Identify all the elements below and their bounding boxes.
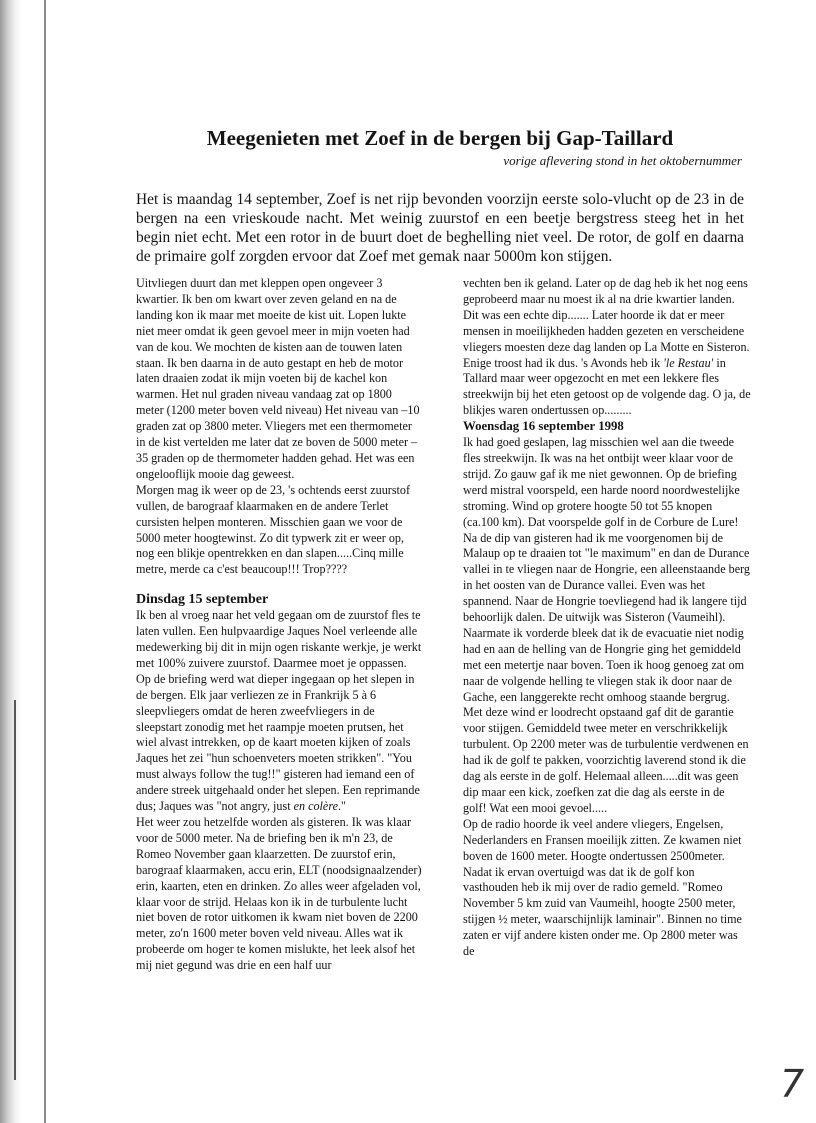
section-heading-woensdag: Woensdag 16 september 1998 (463, 419, 624, 434)
article-intro: Het is maandag 14 september, Zoef is net rijp bevonden voorzijn eerste solo-vlucht op de 23 in de bergen na een vrieskoude nacht. Met weinig zuurstof en een beetje bergstress steeg het in het begin niet echt. Met een rotor in de buurt doet de beghelling niet veel. De rotor, de golf en daarna de primaire golf zorgden ervoor dat Zoef met gemak naar 5000m kon stijgen. (136, 191, 744, 265)
column-left (136, 276, 422, 974)
right-paragraph-1-italic: 'le Restau' (663, 355, 714, 370)
article-subtitle: vorige aflevering stond in het oktobernummer (503, 153, 742, 168)
left-paragraph-4: Het weer zou hetzelfde worden als gisteren. Ik was klaar voor de 5000 meter. Na de briefing ben ik m'n 23, de Romeo November gaan klaarzetten. De zuurstof erin, barograaf klaarmaken, accu erin, ELT (noodsignaalzender) erin, kaarten, eten en drinken. Zo alles weer afgeladen vol, klaar voor de strijd. Helaas kon ik in de turbulente lucht niet boven de rotor uitkomen ik kwam niet boven de 2200 meter, zo'n 1600 meter boven veld niveau. Alles wat ik probeerde om hoger te komen mislukte, het leek alsof het mij niet gegund was drie en een half uur (136, 815, 422, 973)
right-paragraph-1-text-b: in Tallard maar weer opgezocht en met een lekkere fles streekwijn bij het eten getoost op de volgende dag. O ja, de blikjes waren ondertussen op......... (463, 355, 751, 418)
right-paragraph-3: Na de dip van gisteren had ik me voorgenomen bij de Malaup op te draaien tot "le maximum" en dan de Durance vallei in te vliegen naar de Hongrie, een alleenstaande berg in het oosten van de Durance vallei. Even was het spannend. Naar de Hongrie toevliegend had ik langere tijd behoorlijk dalen. De uitwijk was Sisteron (Vaumeihl). (463, 530, 750, 625)
left-paragraph-2: Morgen mag ik weer op de 23, 's ochtends eerst zuurstof vullen, de barograaf klaarmaken en de andere Terlet cursisten helpen monteren. Misschien gaan we voor de 5000 meter hoogtewinst. Zo dit typwerk zit er weer op, nog een blikje opentrekken en dan slapen.....Cinq mille metre, merde ca c'est beaucoup!!! Trop???? (136, 482, 411, 577)
right-paragraph-1-text-a: vechten ben ik geland. Later op de dag heb ik het nog eens geprobeerd maar nu moest ik al na drie kwartier landen. Dit was een echte dip....... Later hoorde ik dat er meer mensen in moeilijkheden hadden gezeten en verscheidene vliegers moesten deze dag landen op La Motte en Sisteron. Enige troost had ik dus. 's Avonds heb ik (463, 276, 750, 370)
section-heading-dinsdag: Dinsdag 15 september (136, 592, 269, 608)
right-paragraph-1 (463, 276, 751, 419)
right-paragraph-2: Ik had goed geslapen, lag misschien wel aan die tweede fles streekwijn. Ik was na het ontbijt weer klaar voor de strijd. Zo gauw gaf ik me niet gewonnen. Op de briefing werd mistral voorspeld, een harde noord noordwestelijke stroming. Wind op grotere hoogte 50 tot 55 knopen (ca.100 km). Dat voorspelde golf in de Corbure de Lure! (463, 435, 740, 529)
right-paragraph-5: Op de radio hoorde ik veel andere vliegers, Engelsen, Nederlanders en Fransen moeilijk zitten. Ze kwamen niet boven de 1600 meter. Hoogte ondertussen 2500meter. Nadat ik ervan overtuigd was dat ik de golf kon vasthouden heb ik mij over de radio gemeld. "Romeo November 5 km zuid van Vaumeihl, hoogte 2500 meter, stijgen ½ meter, waarschijnlijk laminair". Binnen no time zaten er vijf andere kisten onder me. Op 2800 meter was de (463, 816, 742, 959)
right-paragraph-4: Naarmate ik vorderde bleek dat ik de evacuatie niet nodig had en aan de helling van de Hongrie ging het gemiddeld met een metertje naar boven. Toen ik hoog genoeg zat om naar de volgende helling te vliegen stak ik door naar de Gache, een langgerekte recht omhoog staande bergrug. Met deze wind er loodrecht opstaand gaf dit de garantie voor stijgen. Gemiddeld twee meter en verschrikkelijk turbulent. Op 2200 meter was de turbulentie verdwenen en had ik de golf te pakken, voorzichtig laverend stond ik die dag als eerste in de golf. Helemaal alleen.....dit was geen dip maar een kick, zoefken zat die dag als eerste in de golf! Wat een mooi gevoel..... (463, 625, 749, 815)
column-right (463, 276, 751, 960)
left-paragraph-3 (136, 608, 422, 815)
left-paragraph-3-text-b: ." (338, 799, 346, 814)
page-number: 7 (780, 1062, 805, 1106)
left-paragraph-3-italic: en colère (293, 799, 338, 814)
left-paragraph-3-text-a: Ik ben al vroeg naar het veld gegaan om de zuurstof fles te laten vullen. Een hulpvaardige Jaques Noel verleende alle medewerking bij dit in mijn ogen riskante werkje, je werkt met 100% zuivere zuurstof. Daarmee moet je oppassen. Op de briefing werd wat dieper ingegaan op het slepen in de bergen. Elk jaar verliezen ze in Frankrijk 5 à 6 sleepvliegers omdat de heren zweefvliegers in de sleepstart zonodig met het raampje moeten prutsen, het wiel alvast intrekken, op de kaart moeten kijken of zoals Jaques het zei "hun schoenveters moeten strikken". "You must always follow the tug!!" gisteren had iemand een of andere streek uitgehaald onder het slepen. Een reprimande dus; Jaques was "not angry, just (136, 608, 422, 814)
article-title: Meegenieten met Zoef in de bergen bij Gap-Taillard (206, 126, 674, 150)
facing-page-edge (0, 700, 16, 1080)
page-fold-line (44, 0, 46, 1123)
left-paragraph-1: Uitvliegen duurt dan met kleppen open ongeveer 3 kwartier. Ik ben om kwart over zeven geland en na de landing kon ik maar met moeite de kist uit. Lopen lukte niet meer omdat ik geen gevoel meer in mijn voeten had van de kou. We mochten de kisten aan de touwen laten staan. Ik ben daarna in de auto gestapt en heb de motor laten draaien zodat ik mijn voeten bij de kachel kon warmen. Het nul graden niveau vandaag zat op 1800 meter (1200 meter boven veld niveau) Het niveau van –10 graden zat op 3800 meter. Vliegers met een thermometer in de kist vertelden me later dat ze boven de 5000 meter –35 graden op de thermometer hadden gehad. Het was een ongelooflijk mooie dag geweest. (136, 276, 420, 481)
